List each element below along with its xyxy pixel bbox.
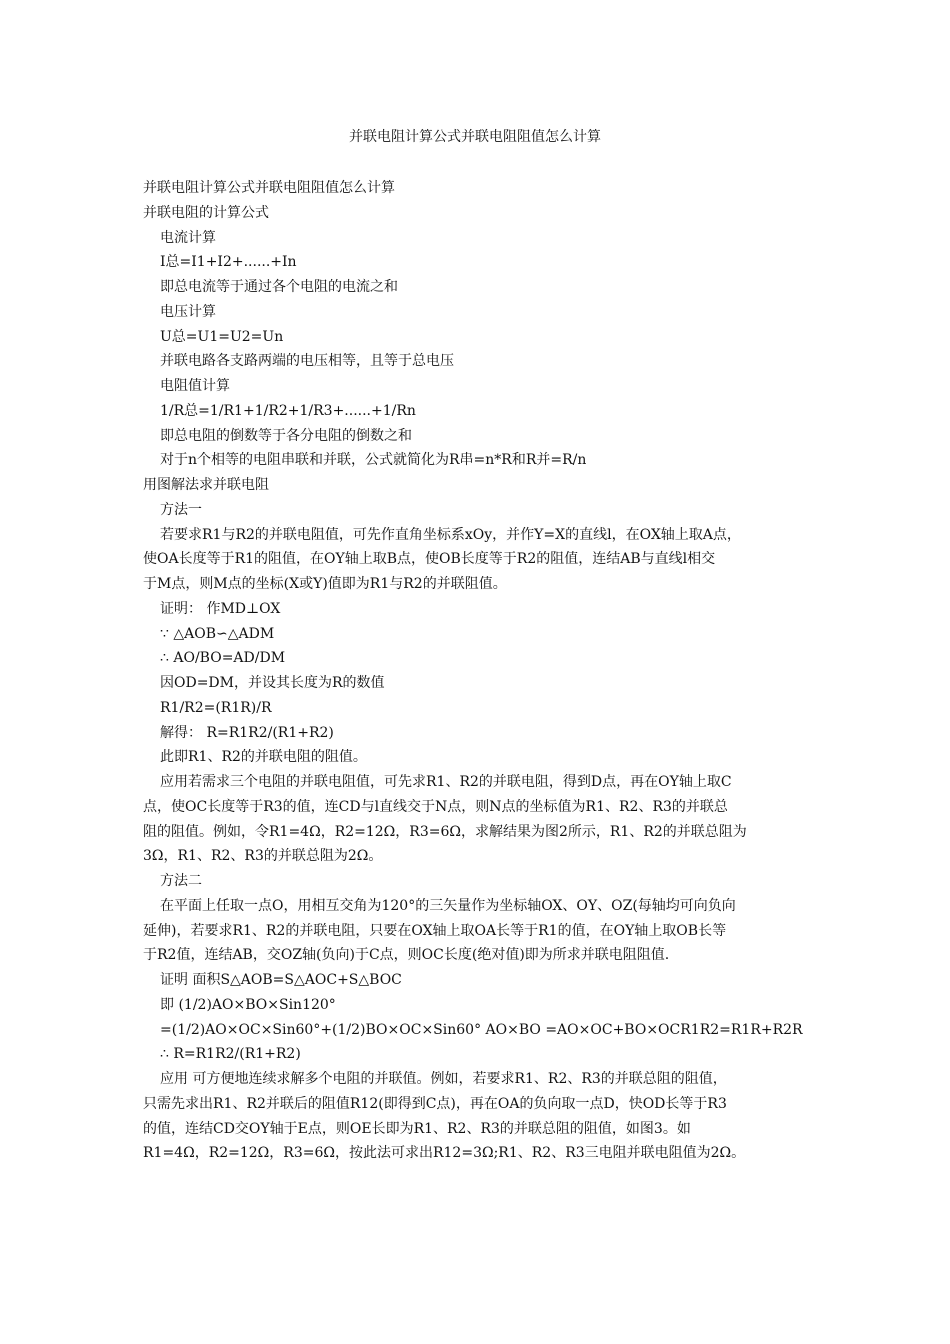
- text-line: 方法二: [160, 873, 202, 889]
- text-line: 此即R1、R2的并联电阻的阻值。: [160, 749, 367, 766]
- text-line: 证明： 作MD⊥OX: [160, 600, 281, 617]
- text-line: 点，使OC长度等于R3的值，连CD与l直线交于N点，则N点的坐标值为R1、R2、R3的并联总: [143, 798, 728, 815]
- text-line: ∴ R=R1R2/(R1+R2): [160, 1046, 301, 1063]
- text-line: =(1/2)AO×OC×Sin60°+(1/2)BO×OC×Sin60° AO×BO =AO×OC+BO×OCR1R2=R1R+R2R: [160, 1021, 803, 1038]
- text-line: 解得： R=R1R2/(R1+R2): [160, 724, 334, 741]
- text-line: R1=4Ω，R2=12Ω，R3=6Ω，按此法可求出R12=3Ω;R1、R2、R3三电阻并联电阻值为2Ω。: [143, 1145, 746, 1162]
- text-line: 即 (1/2)AO×BO×Sin120°: [160, 996, 336, 1013]
- text-line: 在平面上任取一点O，用相互交角为120°的三矢量作为坐标轴OX、OY、OZ(每轴均可向负向: [160, 897, 736, 914]
- text-line: 即总电阻的倒数等于各分电阻的倒数之和: [160, 427, 412, 444]
- text-line: R1/R2=(R1R)/R: [160, 699, 272, 716]
- text-line: 若要求R1与R2的并联电阻值，可先作直角坐标系xOy，并作Y=X的直线l，在OX轴上取A点，: [160, 526, 741, 543]
- text-line: 阻的阻值。例如，令R1=4Ω，R2=12Ω，R3=6Ω，求解结果为图2所示，R1、R2的并联总阻为: [143, 823, 747, 840]
- text-line: 并联电路各支路两端的电压相等，且等于总电压: [160, 353, 454, 370]
- text-line: 即总电流等于通过各个电阻的电流之和: [160, 279, 398, 295]
- text-line: 1/R总=1/R1+1/R2+1/R3+......+1/Rn: [160, 402, 416, 419]
- text-line: 证明 面积S△AOB=S△AOC+S△BOC: [160, 972, 402, 988]
- text-line: 用图解法求并联电阻: [143, 477, 269, 493]
- text-line: I总=I1+I2+......+In: [160, 254, 297, 271]
- document-body: [143, 176, 813, 1166]
- text-line: ∴ AO/BO=AD/DM: [160, 650, 286, 667]
- text-line: 3Ω，R1、R2、R3的并联总阻为2Ω。: [143, 848, 383, 865]
- text-line: 使OA长度等于R1的阻值，在OY轴上取B点，使OB长度等于R2的阻值，连结AB与直线l相交: [143, 551, 716, 568]
- text-line: 的值，连结CD交OY轴于E点，则OE长即为R1、R2、R3的并联总阻的阻值，如图3。如: [143, 1120, 691, 1137]
- text-line: 因OD=DM，并设其长度为R的数值: [160, 675, 385, 691]
- text-line: 于M点，则M点的坐标(X或Y)值即为R1与R2的并联阻值。: [143, 576, 507, 592]
- text-line: 延伸)，若要求R1、R2的并联电阻，只要在OX轴上取OA长等于R1的值，在OY轴上取OB长等: [143, 922, 727, 939]
- text-line: ∵ △AOB∽△ADM: [160, 625, 275, 642]
- text-line: 电流计算: [160, 229, 216, 246]
- text-line: 电压计算: [160, 303, 216, 320]
- text-line: 应用若需求三个电阻的并联电阻值，可先求R1、R2的并联电阻，得到D点，再在OY轴上取C: [160, 774, 732, 790]
- text-line: 方法一: [160, 501, 202, 518]
- text-line: 对于n个相等的电阻串联和并联，公式就简化为R串=n*R和R并=R/n: [160, 452, 587, 469]
- text-line: 只需先求出R1、R2并联后的阻值R12(即得到C点)，再在OA的负向取一点D，快OD长等于R3: [143, 1095, 727, 1112]
- text-line: U总=U1=U2=Un: [160, 328, 284, 345]
- text-line: 应用 可方便地连续求解多个电阻的并联值。例如，若要求R1、R2、R3的并联总阻的阻值，: [160, 1071, 727, 1087]
- text-line: 电阻值计算: [160, 378, 230, 394]
- text-line: 于R2值，连结AB，交OZ轴(负向)于C点，则OC长度(绝对值)即为所求并联电阻阻值.: [143, 947, 670, 964]
- text-line: 并联电阻计算公式并联电阻阻值怎么计算: [143, 180, 395, 196]
- page-title: 并联电阻计算公式并联电阻阻值怎么计算: [349, 129, 601, 145]
- text-line: 并联电阻的计算公式: [143, 204, 269, 221]
